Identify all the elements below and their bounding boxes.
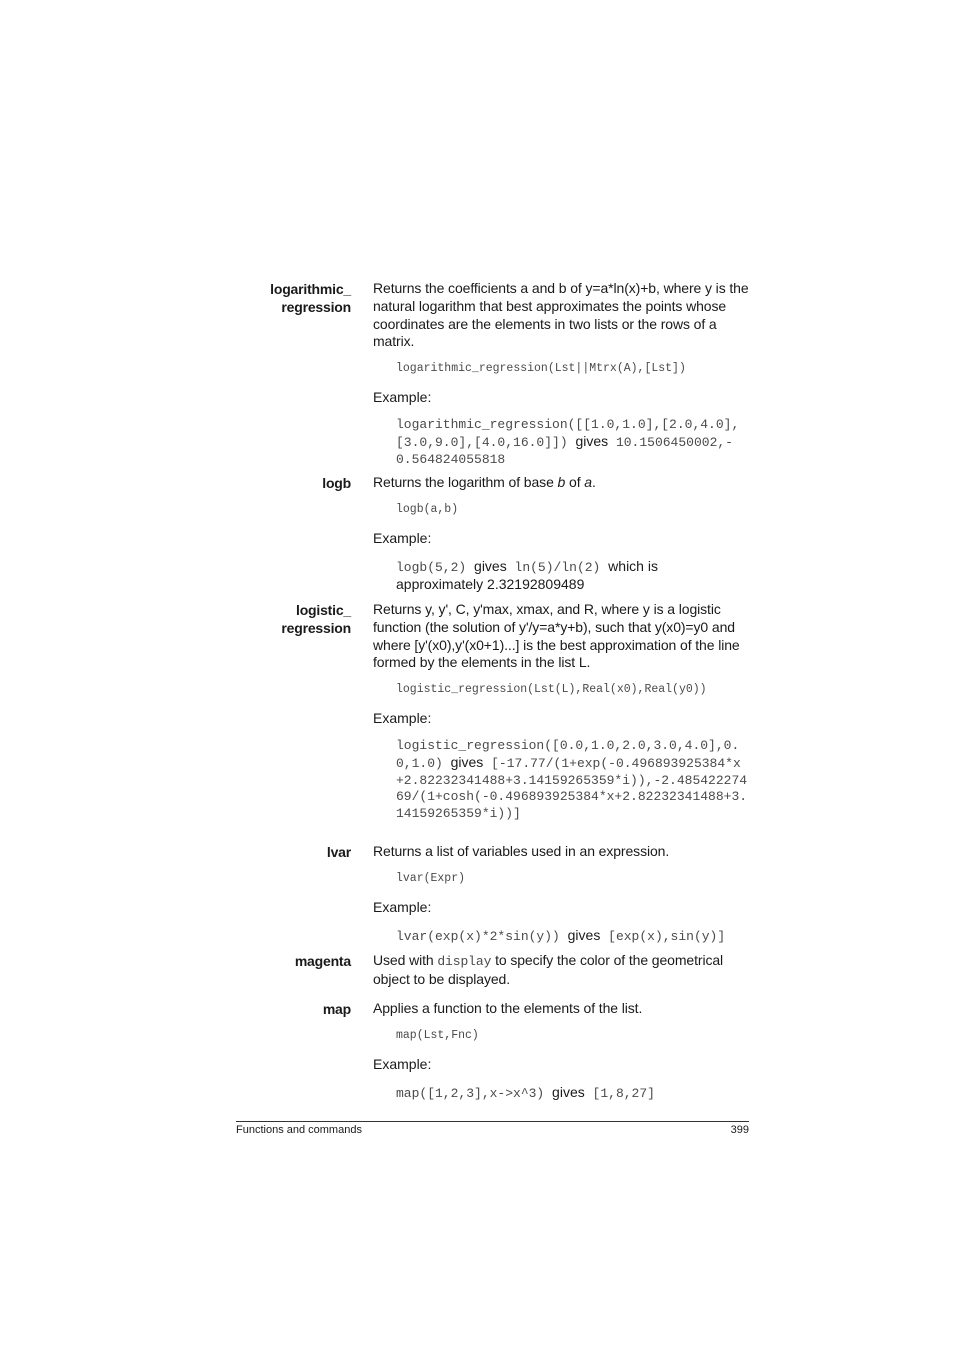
term-line: logarithmic_ [270,281,351,297]
example-output: 10.1506450002,-0.564824055818 [396,435,733,467]
page-number: 399 [730,1124,749,1136]
gives-word: gives [450,754,484,771]
entry-term: magenta [294,953,351,969]
entry-body [373,474,751,595]
entry-body [373,952,751,989]
example-input: logarithmic_regression([[1.0,1.0],[2.0,4.0],[3.0,9.0],[4.0,16.0]]) [396,416,740,451]
example-block [396,927,748,946]
syntax-line: logb(a,b) [396,502,459,516]
entry-body [373,843,751,945]
example-output: [1,8,27] [592,1085,655,1101]
entry-description: Applies a function to the elements of the list. [373,1000,643,1016]
example-label: Example: [373,898,432,915]
example-label: Example: [373,389,432,406]
entry-description: Returns a list of variables used in an expression. [373,843,670,859]
example-block [396,417,748,469]
example-input: map([1,2,3],x->x^3) [396,1085,545,1101]
entry-description [373,474,751,492]
entry-description [373,952,751,989]
syntax-line: lvar(Expr) [396,871,466,885]
footer-section: Functions and commands [236,1124,362,1136]
entry-body [373,280,751,468]
example-input: lvar(exp(x)*2*sin(y)) [396,928,560,944]
gives-word: gives [575,433,609,450]
desc-code: display [437,954,492,969]
desc-var-a: a [584,474,592,490]
term-line: logistic_ [296,602,351,618]
page-footer [236,1121,749,1136]
gives-word: gives [567,926,601,943]
example-label: Example: [373,710,432,727]
desc-text: . [591,474,596,490]
entry-term [236,280,351,316]
example-label: Example: [373,529,432,546]
example-input: logistic_regression([0.0,1.0,2.0,3.0,4.0],0.0,1.0) [396,737,740,772]
example-output: [exp(x),sin(y)] [608,928,726,944]
approx-text: which is approximately 2.32192809489 [396,557,658,593]
term-line: regression [281,299,351,315]
desc-text: to specify the color of the geometrical object to be displayed. [373,952,724,987]
desc-text: Returns the logarithm of base [373,474,558,490]
example-output: [-17.77/(1+exp(-0.496893925384*x+2.82232341488+3.14159265359*i)),-2.48542227469/(1+cosh(-0.496893925384*x+2.82232341488+3.14159265359*i))] [396,756,748,821]
entry-term: lvar [326,844,351,860]
desc-text: of [565,474,585,490]
entry-term: logb [322,475,351,491]
entry-term: map [322,1001,351,1017]
entry-description: Returns the coefficients a and b of y=a*ln(x)+b, where y is the natural logarithm that best approximates the points whose coordinates are the elements in two lists or the rows of a matrix. [373,280,749,350]
example-input: logb(5,2) [396,559,467,575]
example-block [396,738,748,823]
term-line: regression [281,620,351,636]
entry-body [373,1000,751,1102]
gives-word: gives [474,557,507,574]
example-output: ln(5)/ln(2) [514,559,601,575]
example-block [396,558,748,595]
desc-text: Used with [373,952,438,968]
gives-word: gives [552,1083,585,1100]
entry-body [373,601,751,822]
syntax-line: logistic_regression(Lst(L),Real(x0),Real(y0)) [396,683,707,697]
desc-var-b: b [557,474,566,490]
entry-term [236,601,351,637]
entry-description: Returns y, y', C, y'max, xmax, and R, where y is a logistic function (the solution of y'/y=a*y+b), such that y(x0)=y0 and where [y'(x0),y'(x0+1)...] is the best approximation of the line formed by the elements in the list L. [373,601,740,671]
syntax-line: logarithmic_regression(Lst||Mtrx(A),[Lst]) [396,362,686,376]
example-label: Example: [373,1055,432,1072]
syntax-line: map(Lst,Fnc) [396,1028,479,1042]
example-block [396,1084,748,1103]
